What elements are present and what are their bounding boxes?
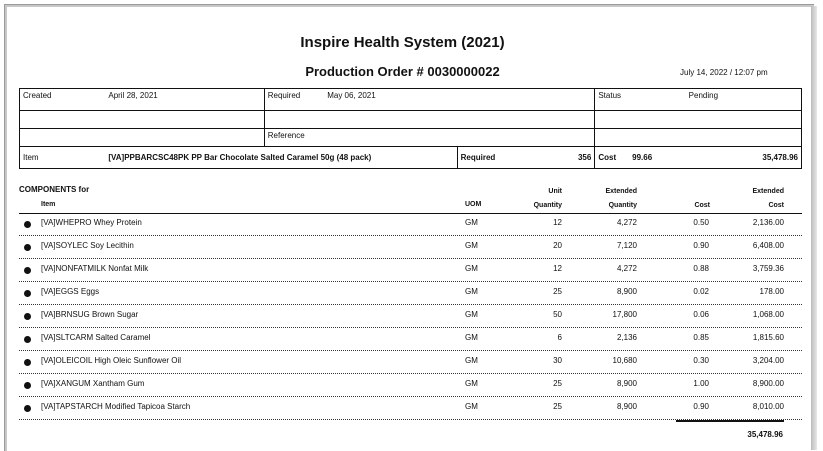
col-item-header: Item [41,201,56,208]
status-value: Pending [688,91,719,100]
page-shadow [811,6,817,450]
component-item: [VA]EGGS Eggs [41,287,100,296]
component-uom: GM [465,402,478,411]
row-separator [19,327,802,328]
component-uom: GM [465,264,478,273]
production-order-number: Production Order # 0030000022 [305,64,500,79]
component-item: [VA]SLTCARM Salted Caramel [41,333,151,342]
component-cost: 0.85 [693,333,709,342]
bullet-icon [24,267,31,274]
required-label: Required [267,91,301,100]
col-ext-qty-header-1: Extended [605,188,637,195]
component-ext-qty: 2,136 [616,333,637,342]
bullet-icon [24,313,31,320]
component-ext-cost: 8,010.00 [752,402,784,411]
component-cost: 0.90 [693,241,709,250]
component-unit-qty: 25 [553,379,562,388]
component-uom: GM [465,218,478,227]
col-uom-header: UOM [465,201,482,208]
table-row [19,354,802,370]
unit-cost-value: 99.66 [632,153,653,162]
component-ext-cost: 178.00 [759,287,784,296]
component-ext-qty: 8,900 [616,402,637,411]
component-ext-cost: 1,068.00 [752,310,784,319]
component-ext-qty: 8,900 [616,287,637,296]
required-qty-value: 356 [577,153,592,162]
component-unit-qty: 12 [553,264,562,273]
item-label: Item [23,153,39,162]
component-ext-qty: 17,800 [612,310,637,319]
table-row [19,216,802,232]
component-ext-qty: 7,120 [616,241,637,250]
component-ext-cost: 6,408.00 [752,241,784,250]
component-cost: 0.02 [693,287,709,296]
table-row [19,400,802,416]
component-item: [VA]NONFATMILK Nonfat Milk [41,264,149,273]
component-ext-qty: 8,900 [616,379,637,388]
bullet-icon [24,244,31,251]
grand-total: 35,478.96 [747,430,783,439]
component-unit-qty: 12 [553,218,562,227]
component-item: [VA]SOYLEC Soy Lecithin [41,241,134,250]
component-item: [VA]TAPSTARCH Modified Tapicoa Starch [41,402,191,411]
col-unit-header-1: Unit [548,188,562,195]
component-cost: 0.30 [693,356,709,365]
col-ext-cost-header-1: Extended [752,188,784,195]
bullet-icon [24,405,31,412]
total-rule [676,420,784,422]
component-unit-qty: 30 [553,356,562,365]
printed-timestamp: July 14, 2022 / 12:07 pm [680,68,768,77]
report-title: Inspire Health System (2021) [300,34,505,51]
component-item: [VA]WHEPRO Whey Protein [41,218,142,227]
component-cost: 0.90 [693,402,709,411]
bullet-icon [24,382,31,389]
component-uom: GM [465,333,478,342]
col-cost-header: Cost [694,202,710,209]
component-cost: 0.88 [693,264,709,273]
component-item: [VA]BRNSUG Brown Sugar [41,310,139,319]
bullet-icon [24,290,31,297]
component-unit-qty: 20 [553,241,562,250]
table-row [19,262,802,278]
component-item: [VA]OLEICOIL High Oleic Sunflower Oil [41,356,182,365]
created-label: Created [23,91,52,100]
required-qty-label: Required [460,153,496,162]
reference-label: Reference [267,131,305,140]
row-separator [19,304,802,305]
component-ext-cost: 3,759.36 [752,264,784,273]
col-ext-qty-header-2: Quantity [608,202,637,209]
row-separator [19,258,802,259]
component-ext-qty: 10,680 [612,356,637,365]
component-cost: 1.00 [693,379,709,388]
component-unit-qty: 25 [553,287,562,296]
component-unit-qty: 50 [553,310,562,319]
component-item: [VA]XANGUM Xantham Gum [41,379,145,388]
component-uom: GM [465,310,478,319]
component-ext-qty: 4,272 [616,264,637,273]
table-row [19,285,802,301]
table-row [19,239,802,255]
component-uom: GM [465,356,478,365]
component-unit-qty: 25 [553,402,562,411]
component-cost: 0.50 [693,218,709,227]
col-ext-cost-header-2: Cost [768,202,784,209]
bullet-icon [24,359,31,366]
component-ext-cost: 8,900.00 [752,379,784,388]
cost-label: Cost [598,153,617,162]
row-separator [19,396,802,397]
component-uom: GM [465,241,478,250]
table-row [19,377,802,393]
col-unit-header-2: Quantity [533,202,562,209]
bullet-icon [24,336,31,343]
row-separator [19,373,802,374]
order-header-table [19,88,802,169]
components-title: COMPONENTS for [19,185,90,194]
table-row [19,331,802,347]
status-label: Status [598,91,622,100]
components-header-rule [19,213,802,214]
component-unit-qty: 6 [557,333,562,342]
required-date: May 06, 2021 [327,91,376,100]
component-uom: GM [465,287,478,296]
created-date: April 28, 2021 [108,91,158,100]
bullet-icon [24,221,31,228]
row-separator [19,281,802,282]
table-row [19,308,802,324]
row-separator [19,350,802,351]
component-ext-cost: 3,204.00 [752,356,784,365]
component-cost: 0.06 [693,310,709,319]
component-ext-cost: 1,815.60 [752,333,784,342]
component-ext-cost: 2,136.00 [752,218,784,227]
component-uom: GM [465,379,478,388]
row-separator [19,235,802,236]
item-description: [VA]PPBARCSC48PK PP Bar Chocolate Salted Caramel 50g (48 pack) [108,153,372,162]
component-ext-qty: 4,272 [616,218,637,227]
extended-cost-value: 35,478.96 [762,153,798,162]
